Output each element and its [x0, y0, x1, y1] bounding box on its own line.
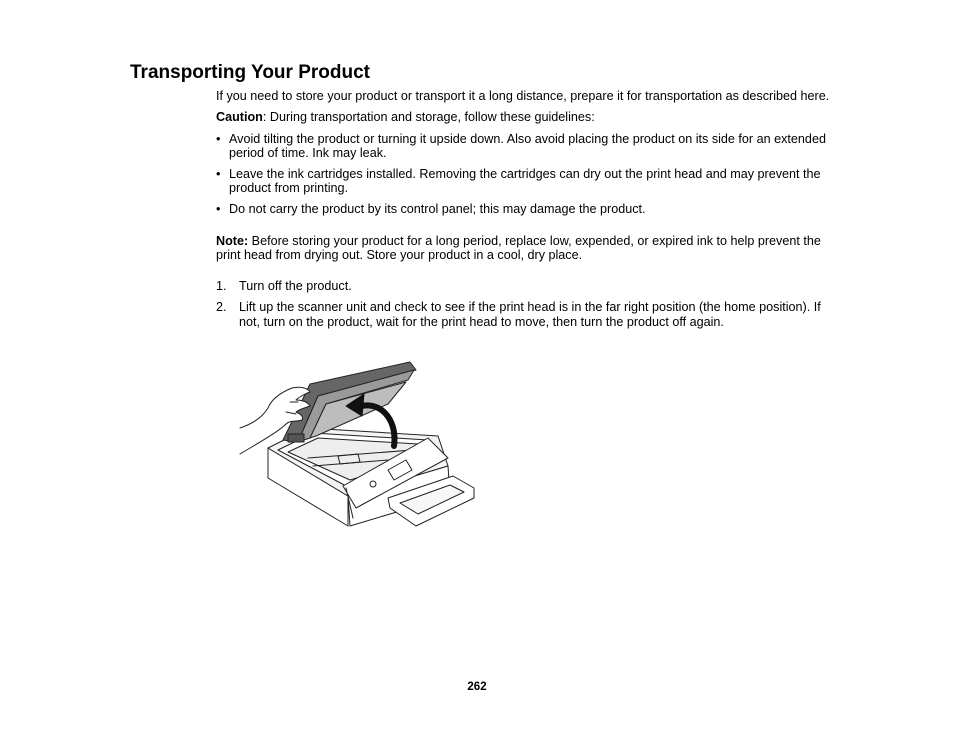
- bullet-icon: •: [216, 202, 221, 217]
- step-text: Turn off the product.: [239, 279, 352, 294]
- caution-text: : During transportation and storage, follow these guidelines:: [262, 110, 595, 125]
- page-content: [216, 89, 831, 335]
- list-item: [216, 202, 831, 216]
- page-title: Transporting Your Product: [130, 62, 370, 83]
- note-label: Note:: [216, 233, 249, 248]
- bullet-icon: •: [216, 167, 221, 182]
- step-text: Lift up the scanner unit and check to see if the print head is in the far right position (the home position). If not, turn on the product, wait for the print head to move, then turn the product off again.: [239, 300, 821, 329]
- note-paragraph: [216, 234, 831, 263]
- intro-paragraph: If you need to store your product or transport it a long distance, prepare it for transportation as described here.: [216, 89, 830, 103]
- note-text: Before storing your product for a long period, replace low, expended, or expired ink to help prevent the print head from drying out. Store your product in a cool, dry place.: [216, 233, 821, 263]
- caution-paragraph: [216, 110, 831, 124]
- page-number: 262: [467, 681, 487, 693]
- step-item: [216, 279, 831, 293]
- printer-scanner-lift-illustration: [238, 358, 478, 533]
- guideline-text: Do not carry the product by its control panel; this may damage the product.: [229, 202, 646, 217]
- steps-list: [216, 279, 831, 329]
- step-number: 1.: [216, 279, 227, 294]
- step-item: [216, 300, 831, 329]
- guidelines-list: [216, 132, 831, 217]
- guideline-text: Avoid tilting the product or turning it upside down. Also avoid placing the product on its side for an extended period of time. Ink may leak.: [229, 131, 826, 161]
- list-item: [216, 167, 831, 196]
- list-item: [216, 132, 831, 161]
- bullet-icon: •: [216, 131, 221, 146]
- guideline-text: Leave the ink cartridges installed. Removing the cartridges can dry out the print head and may prevent the product from printing.: [229, 167, 821, 196]
- caution-label: Caution: [216, 110, 263, 125]
- step-number: 2.: [216, 300, 227, 315]
